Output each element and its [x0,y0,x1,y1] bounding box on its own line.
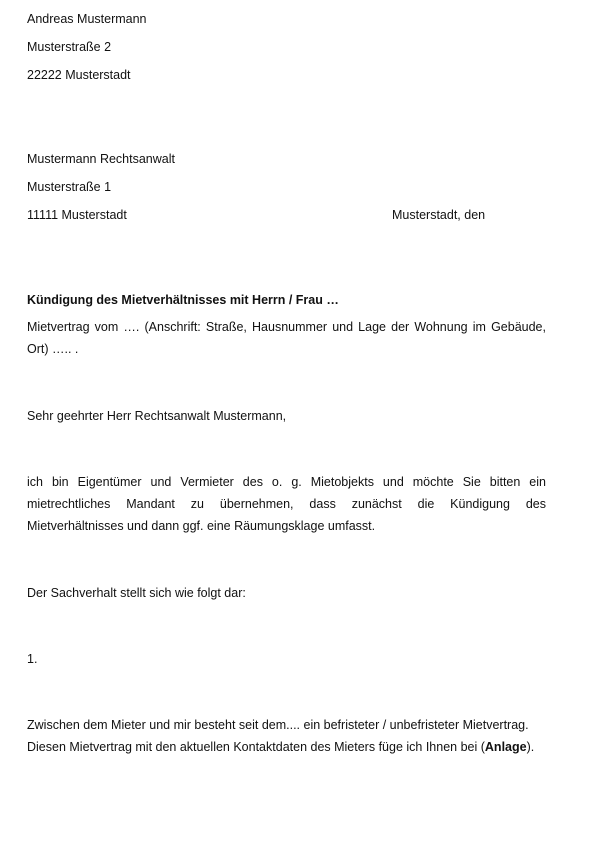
sender-city: 22222 Musterstadt [27,68,131,82]
place-date: Musterstadt, den [392,208,486,222]
sender-street: Musterstraße 2 [27,40,112,54]
item-paragraph [27,714,546,758]
recipient-city: 11111 Musterstadt [27,208,127,222]
salutation: Sehr geehrter Herr Rechtsanwalt Mustermann, [27,409,287,423]
attachment-label: Anlage [484,740,527,754]
facts-heading: Der Sachverhalt stellt sich wie folgt dar: [27,586,246,600]
intro-paragraph: ich bin Eigentümer und Vermieter des o. g. Mietobjekts und möchte Sie bitten ein mietrechtliches Mandant zu übernehmen, dass zunächst die Kündigung des Mietverhältnisses und dann ggf. eine Räumungsklage umfasst. [27,475,546,533]
recipient-name: Mustermann Rechtsanwalt [27,152,175,166]
item-number: 1. [27,652,38,666]
item-text-end: ). [526,740,535,754]
item-text-start: Zwischen dem Mieter und mir besteht seit dem.... ein befristeter / unbefristeter Mietvertrag. Diesen Mietvertrag mit den aktuellen Kontaktdaten des Mieters füge ich Ihnen bei ( [27,718,529,754]
subject-line: Kündigung des Mietverhältnisses mit Herrn / Frau … [27,293,339,307]
recipient-street: Musterstraße 1 [27,180,112,194]
contract-reference: Mietvertrag vom …. (Anschrift: Straße, Hausnummer und Lage der Wohnung im Gebäude, Ort) ….. . [27,320,546,356]
sender-name: Andreas Mustermann [27,12,147,26]
